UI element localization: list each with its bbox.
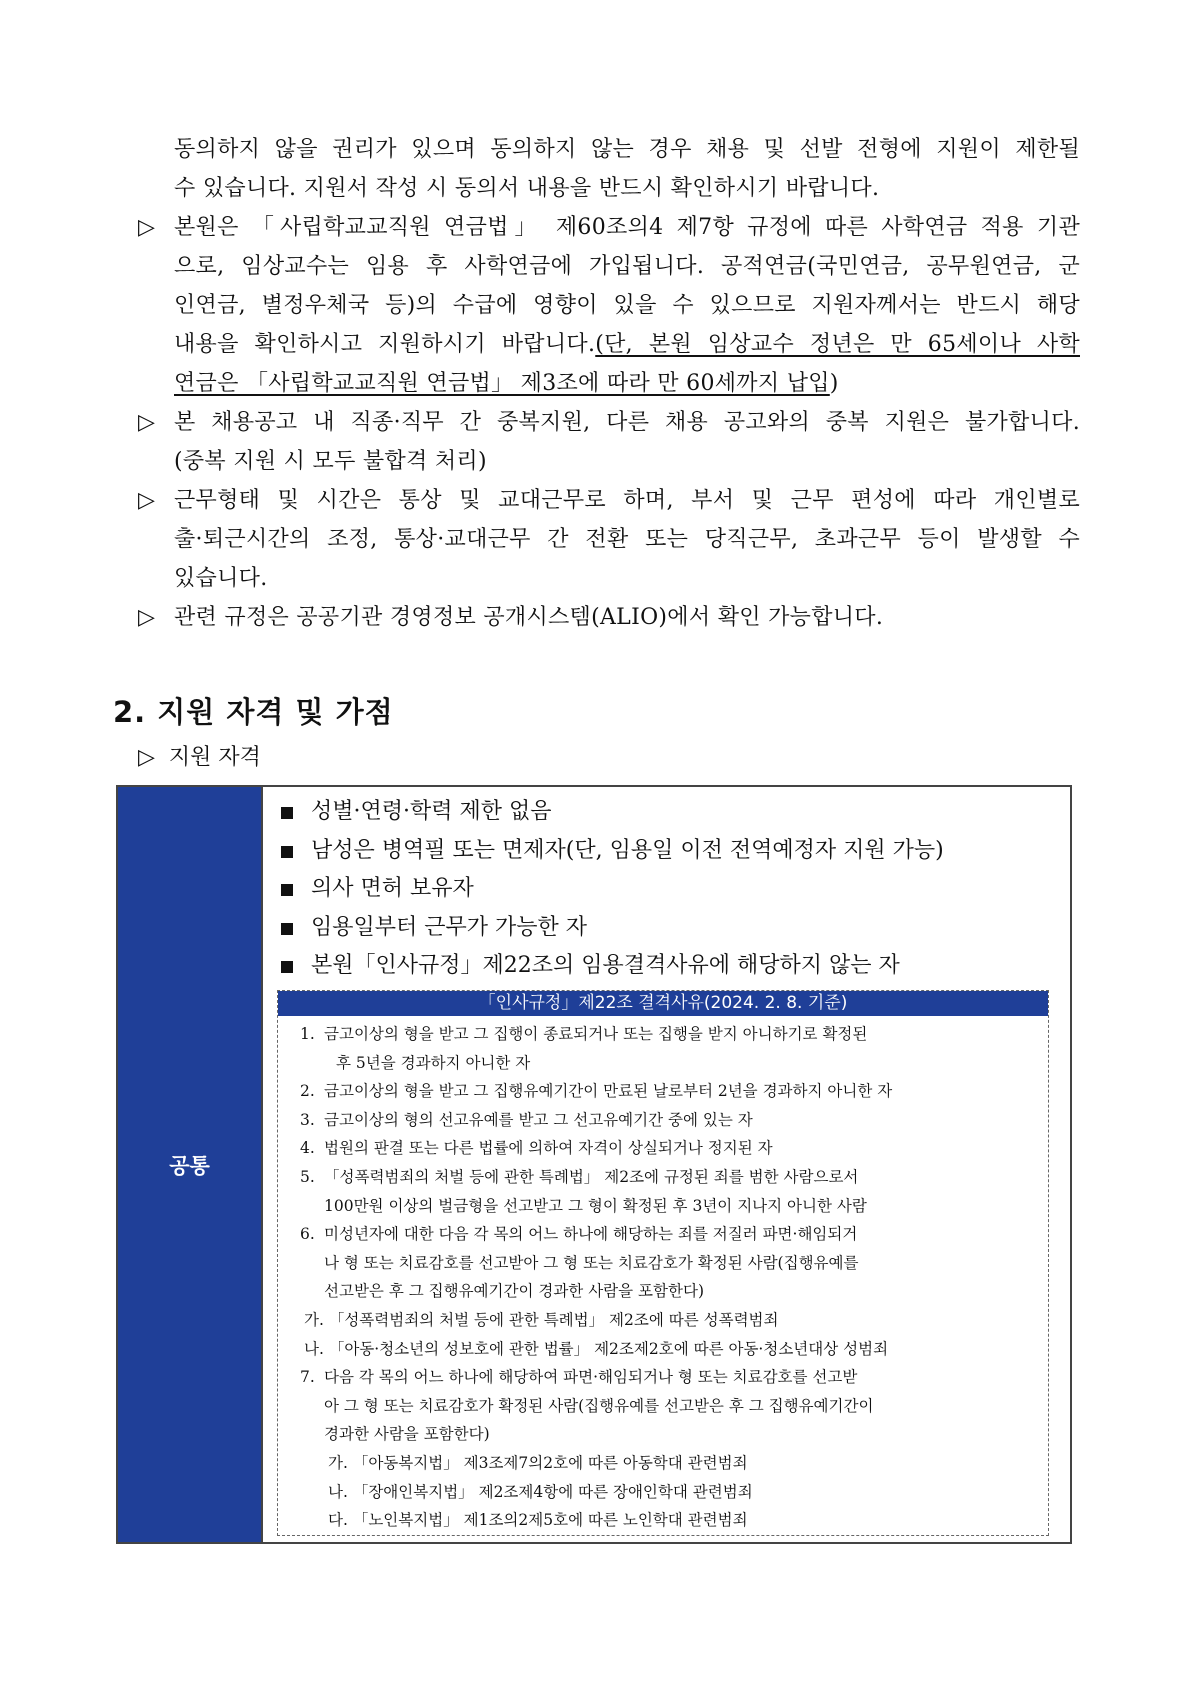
reason-text: 금고이상의 형을 받고 그 집행유예기간이 만료된 날로부터 2년을 경과하지 아니한 자 — [324, 1082, 893, 1101]
pension-line — [174, 325, 1080, 364]
reason-item — [288, 1163, 1040, 1192]
subheading-text: 지원 자격 — [168, 745, 261, 770]
list-item — [279, 947, 1070, 986]
work-line: 근무형태 및 시간은 통상 및 교대근무로 하며, 부서 및 근무 편성에 따라 개인별로 — [174, 488, 1080, 513]
disqualification-box — [277, 990, 1049, 1536]
square-bullet-icon — [281, 923, 293, 935]
reason-subitem: 가. 「아동복지법」 제3조제7의2호에 따른 아동학대 관련범죄 — [328, 1453, 748, 1472]
list-item — [279, 793, 1070, 832]
reason-item — [288, 1392, 1040, 1421]
reason-item — [288, 1449, 1040, 1478]
reason-text: 나 형 또는 치료감호를 선고받아 그 형 또는 치료감호가 확정된 사람(집행유예를 — [324, 1253, 859, 1272]
square-bullet-icon — [281, 884, 293, 896]
list-item — [279, 870, 1070, 909]
work-line: 있습니다. — [174, 566, 268, 591]
reason-text: 미성년자에 대한 다음 각 목의 어느 하나에 해당하는 죄를 저질러 파면·해임되거 — [324, 1225, 858, 1244]
row-label: 공통 — [118, 787, 263, 1542]
reason-item — [288, 1420, 1040, 1449]
regulation-notice — [138, 598, 1080, 637]
pension-age-note: 연금은 「사립학교교직원 연금법」 제3조에 따라 만 60세까지 납입 — [174, 371, 830, 396]
reason-text: 「성폭력범죄의 처벌 등에 관한 특례법」 제2조에 규정된 죄를 범한 사람으로서 — [324, 1167, 859, 1186]
triangle-marker-icon: ▷ — [138, 745, 155, 770]
section-title: 2. 지원 자격 및 가점 — [113, 695, 394, 729]
triangle-marker-icon: ▷ — [138, 488, 156, 513]
reason-text: 후 5년을 경과하지 아니한 자 — [336, 1053, 531, 1072]
reason-subitem: 나. 「장애인복지법」 제2조제4항에 따른 장애인학대 관련범죄 — [328, 1482, 753, 1501]
reason-text: 선고받은 후 그 집행유예기간이 경과한 사람을 포함한다) — [324, 1282, 704, 1301]
pension-age-note: (단, 본원 임상교수 정년은 만 65세이나 사학 — [595, 332, 1080, 357]
reason-number: 6. — [300, 1225, 315, 1244]
work-line: 출·퇴근시간의 조정, 통상·교대근무 간 전환 또는 당직근무, 초과근무 등이 발생할 수 — [174, 527, 1080, 552]
reason-subitem: 나. 「아동·청소년의 성보호에 관한 법률」 제2조제2호에 따른 아동·청소년대상 성범죄 — [304, 1339, 889, 1358]
pension-text: 내용을 확인하시고 지원하시기 바랍니다. — [174, 332, 596, 357]
notice-intro-line: 동의하지 않을 권리가 있으며 동의하지 않는 경우 채용 및 선발 전형에 지원이 제한될 — [174, 137, 1080, 162]
reason-number: 7. — [300, 1368, 315, 1387]
pension-close: ) — [829, 371, 839, 396]
reason-text: 경과한 사람을 포함한다) — [324, 1425, 490, 1444]
subheading — [138, 740, 261, 771]
reason-item — [288, 1249, 1040, 1278]
reason-item — [288, 1220, 1040, 1249]
qualification-text: 의사 면허 보유자 — [311, 876, 474, 901]
reason-item — [288, 1277, 1040, 1306]
square-bullet-icon — [281, 846, 293, 858]
reason-text: 금고이상의 형의 선고유예를 받고 그 선고유예기간 중에 있는 자 — [324, 1110, 753, 1129]
reason-item — [288, 1478, 1040, 1507]
square-bullet-icon — [281, 807, 293, 819]
disqualification-list — [278, 1016, 1048, 1535]
notice-intro-line: 수 있습니다. 지원서 작성 시 동의서 내용을 반드시 확인하시기 바랍니다. — [174, 176, 880, 201]
square-bullet-icon — [281, 961, 293, 973]
reason-text: 아 그 형 또는 치료감호가 확정된 사람(집행유예를 선고받은 후 그 집행유예기간이 — [324, 1396, 874, 1415]
reason-item — [288, 1106, 1040, 1135]
list-item — [279, 909, 1070, 948]
duplicate-notice — [138, 403, 1080, 481]
reason-subitem: 가. 「성폭력범죄의 처벌 등에 관한 특례법」 제2조에 따른 성폭력범죄 — [304, 1310, 779, 1329]
qualification-table — [116, 785, 1072, 1544]
qualification-text: 남성은 병역필 또는 면제자(단, 임용일 이전 전역예정자 지원 가능) — [311, 837, 944, 863]
reason-item — [288, 1192, 1040, 1221]
reason-number: 1. — [300, 1025, 315, 1043]
reason-item — [288, 1335, 1040, 1364]
regulation-line: 관련 규정은 공공기관 경영정보 공개시스템(ALIO)에서 확인 가능합니다. — [174, 605, 884, 630]
reason-item — [288, 1506, 1040, 1535]
list-item — [279, 832, 1070, 871]
duplicate-line: 본 채용공고 내 직종·직무 간 중복지원, 다른 채용 공고와의 중복 지원은 불가합니다. — [174, 410, 1080, 435]
pension-line: 인연금, 별정우체국 등)의 수급에 영향이 있을 수 있으므로 지원자께서는 반드시 해당 — [174, 293, 1080, 318]
reason-number: 5. — [300, 1167, 315, 1186]
reason-item — [288, 1306, 1040, 1335]
reason-number: 4. — [300, 1139, 315, 1158]
disqualification-header: 「인사규정」제22조 결격사유(2024. 2. 8. 기준) — [278, 991, 1048, 1016]
pension-line — [174, 364, 1080, 403]
qualification-list — [263, 787, 1070, 986]
reason-item — [288, 1049, 1040, 1078]
qualification-body — [263, 787, 1070, 1542]
reason-item — [288, 1134, 1040, 1163]
triangle-marker-icon: ▷ — [138, 605, 156, 630]
reason-text: 금고이상의 형을 받고 그 집행이 종료되거나 또는 집행을 받지 아니하기로 확정된 — [324, 1025, 868, 1043]
reason-number: 3. — [300, 1110, 315, 1129]
pension-line: 본원은 「사립학교교직원 연금법」 제60조의4 제7항 규정에 따른 사학연금 적용 기관 — [174, 215, 1080, 240]
qualification-text: 본원「인사규정」제22조의 임용결격사유에 해당하지 않는 자 — [311, 953, 900, 978]
reason-item — [288, 1020, 1040, 1049]
reason-item — [288, 1363, 1040, 1392]
duplicate-line: (중복 지원 시 모두 불합격 처리) — [174, 449, 487, 474]
reason-text: 다음 각 목의 어느 하나에 해당하여 파면·해임되거나 형 또는 치료감호를 선고받 — [324, 1368, 858, 1387]
triangle-marker-icon: ▷ — [138, 410, 156, 435]
notice-block — [138, 130, 1080, 637]
reason-number: 2. — [300, 1082, 315, 1101]
pension-notice — [138, 208, 1080, 403]
work-notice — [138, 481, 1080, 598]
triangle-marker-icon: ▷ — [138, 215, 156, 240]
pension-line: 으로, 임상교수는 임용 후 사학연금에 가입됩니다. 공적연금(국민연금, 공무원연금, 군 — [174, 254, 1080, 279]
qualification-text: 임용일부터 근무가 가능한 자 — [311, 914, 588, 940]
qualification-text: 성별·연령·학력 제한 없음 — [311, 799, 552, 824]
reason-item — [288, 1077, 1040, 1106]
reason-subitem: 다. 「노인복지법」 제1조의2제5호에 따른 노인학대 관련범죄 — [328, 1511, 748, 1530]
reason-text: 법원의 판결 또는 다른 법률에 의하여 자격이 상실되거나 정지된 자 — [324, 1139, 773, 1158]
reason-text: 100만원 이상의 벌금형을 선고받고 그 형이 확정된 후 3년이 지나지 아니한 사람 — [324, 1196, 867, 1215]
